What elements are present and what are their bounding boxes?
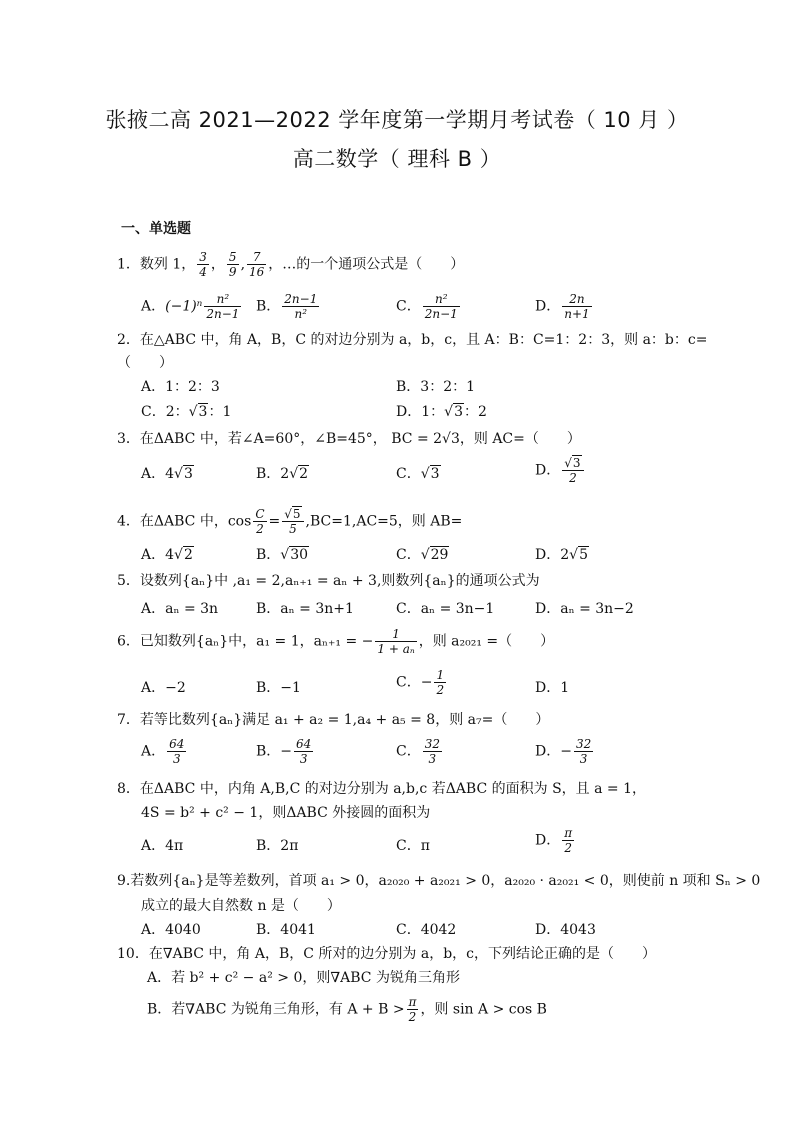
question-5-option-a[interactable]: A．aₙ = 3n	[141, 601, 219, 617]
question-9-stem: 9.若数列{aₙ}是等差数列，首项 a₁ > 0，a₂₀₂₀ + a₂₀₂₁ > 0，a₂₀₂₀ · a₂₀₂₁ < 0，则使前 n 项和 Sₙ > 0	[117, 873, 761, 889]
question-6-option-b[interactable]: B．−1	[256, 680, 301, 696]
question-2-option-d[interactable]: D．1：√3：2	[396, 404, 487, 420]
question-10-option-b[interactable]: B．若∇ABC 为锐角三角形，有 A + B > $\frac{\pi}{2}$ ，则 sin A > cos B	[147, 995, 547, 1024]
question-6-stem: 6．已知数列{aₙ}中，a₁ = 1，aₙ₊₁ = − $\frac{1}{\text{1 + aₙ}}$ ，则 a₂₀₂₁ =（ ）	[117, 627, 555, 656]
question-8-option-b[interactable]: B．2π	[256, 838, 299, 854]
question-2-option-b[interactable]: B．3：2：1	[396, 379, 476, 395]
question-9-stem-cont: 成立的最大自然数 n 是（ ）	[141, 898, 341, 914]
question-10-option-a[interactable]: A．若 b² + c² − a² > 0，则∇ABC 为锐角三角形	[147, 970, 460, 986]
question-3-option-b[interactable]: B．2√2	[256, 466, 309, 482]
question-8-stem: 8．在ΔABC 中，内角 A,B,C 的对边分别为 a,b,c 若ΔABC 的面积为 S，且 a = 1，	[117, 781, 647, 797]
question-9-option-d[interactable]: D．4043	[535, 922, 596, 938]
question-5-stem: 5．设数列{aₙ}中 ,a₁ = 2,aₙ₊₁ = aₙ + 3,则数列{aₙ}的通项公式为	[117, 573, 540, 589]
question-9-option-b[interactable]: B．4041	[256, 922, 316, 938]
question-6-option-d[interactable]: D．1	[535, 680, 570, 696]
exam-subtitle: 高二数学（ 理科 B ）	[292, 147, 502, 171]
question-1-option-a[interactable]: A．(−1)ⁿ $\frac{\text{n²}}{2n-1}$	[141, 292, 240, 321]
question-2-stem-cont: （ ）	[117, 355, 173, 371]
question-5-option-b[interactable]: B．aₙ = 3n+1	[256, 601, 354, 617]
question-4-option-a[interactable]: A．4√2	[141, 547, 193, 563]
question-4-option-b[interactable]: B．√30	[256, 547, 309, 563]
question-6-option-c[interactable]: C．− $\frac{1}{2}$	[396, 668, 445, 697]
question-1-stem: 1．数列 1， $\frac{3}{4}$ ， $\frac{5}{9}$ , $\frac{7}{16}$ ，…的一个通项公式是（ ）	[117, 250, 465, 279]
question-4-stem: 4．在ΔABC 中，cos $\frac{C}{2}$ = $\frac{√5}{5}$ ,BC=1,AC=5，则 AB=	[117, 507, 463, 536]
question-10-stem: 10．在∇ABC 中，角 A，B，C 所对的边分别为 a，b，c，下列结论正确的是（ ）	[117, 946, 657, 962]
question-2-stem: 2．在△ABC 中，角 A，B，C 的对边分别为 a，b，c，且 A：B：C=1：2：3，则 a：b：c=	[117, 332, 708, 348]
question-4-option-d[interactable]: D．2√5	[535, 547, 588, 563]
question-1-option-c[interactable]: C． $\frac{\text{n²}}{2n-1}$	[396, 292, 458, 321]
question-7-option-d[interactable]: D．− $\frac{32}{3}$	[535, 737, 592, 766]
question-9-option-a[interactable]: A．4040	[141, 922, 201, 938]
question-3-option-d[interactable]: D． $\frac{√3}{2}$	[535, 456, 586, 485]
question-8-option-d[interactable]: D． $\frac{\pi}{2}$	[535, 826, 573, 855]
question-7-option-b[interactable]: B．− $\frac{64}{3}$	[256, 737, 312, 766]
question-8-stem-cont: 4S = b² + c² − 1，则ΔABC 外接圆的面积为	[141, 805, 431, 821]
question-7-stem: 7．若等比数列{aₙ}满足 a₁ + a₂ = 1,a₄ + a₅ = 8，则 a₇=（ ）	[117, 712, 550, 728]
question-7-option-a[interactable]: A． $\frac{64}{3}$	[141, 737, 185, 766]
question-3-option-a[interactable]: A．4√3	[141, 466, 193, 482]
question-9-option-c[interactable]: C．4042	[396, 922, 457, 938]
question-1-option-b[interactable]: B． $\frac{2n-1}{\text{n²}}$	[256, 292, 318, 321]
section-heading: 一、单选题	[121, 221, 191, 237]
question-5-option-c[interactable]: C．aₙ = 3n−1	[396, 601, 495, 617]
exam-title: 张掖二高 2021—2022 学年度第一学期月考试卷（ 10 月 ）	[105, 108, 689, 132]
question-2-option-c[interactable]: C．2：√3：1	[141, 404, 232, 420]
question-7-option-c[interactable]: C． $\frac{32}{3}$	[396, 737, 440, 766]
question-1-option-d[interactable]: D． $\frac{2n}{n+1}$	[535, 292, 590, 321]
question-3-stem: 3．在ΔABC 中，若∠A=60°，∠B=45°， BC = 2√3，则 AC=（ ）	[117, 431, 581, 447]
question-5-option-d[interactable]: D．aₙ = 3n−2	[535, 601, 634, 617]
question-8-option-a[interactable]: A．4π	[141, 838, 184, 854]
question-3-option-c[interactable]: C．√3	[396, 466, 440, 482]
question-8-option-c[interactable]: C．π	[396, 838, 430, 854]
question-2-option-a[interactable]: A．1：2：3	[141, 379, 220, 395]
question-4-option-c[interactable]: C．√29	[396, 547, 449, 563]
question-6-option-a[interactable]: A．−2	[141, 680, 186, 696]
